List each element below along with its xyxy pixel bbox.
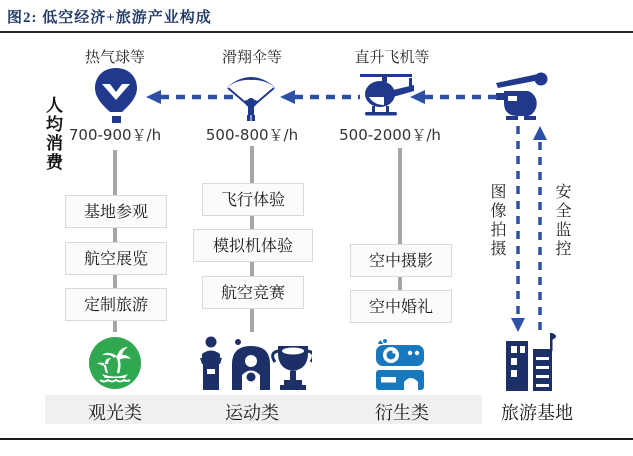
column-header-helicopter: 直升飞机等 bbox=[354, 48, 430, 66]
column-header-paraglider: 滑翔伞等 bbox=[221, 48, 282, 66]
price-paraglider: 500-800￥/h bbox=[205, 126, 299, 144]
helicopter-icon bbox=[356, 70, 418, 120]
axis-label: 人均消费 bbox=[42, 96, 62, 172]
item-box: 空中摄影 bbox=[350, 244, 452, 277]
hot-air-balloon-icon bbox=[92, 67, 140, 124]
column-header-balloon: 热气球等 bbox=[84, 48, 145, 66]
arrow-left-icon bbox=[280, 89, 360, 105]
arrow-left-icon bbox=[410, 89, 498, 105]
sports-podium-dome-trophy-icon bbox=[194, 334, 312, 392]
camera-derived-icon bbox=[372, 336, 428, 392]
item-box: 飞行体验 bbox=[202, 183, 304, 216]
label-image-capture: 图像拍摄 bbox=[488, 183, 507, 259]
item-box: 航空竞赛 bbox=[202, 276, 304, 309]
item-box: 模拟机体验 bbox=[193, 229, 313, 262]
buildings-base-icon bbox=[500, 329, 562, 393]
item-box: 基地参观 bbox=[65, 195, 167, 228]
category-sports: 运动类 bbox=[225, 403, 279, 424]
island-sightseeing-icon bbox=[89, 337, 141, 389]
figure-bottom-border bbox=[0, 438, 633, 440]
arrow-left-icon bbox=[146, 89, 238, 105]
up-down-dashed-arrows-icon bbox=[502, 124, 554, 336]
price-balloon: 700-900￥/h bbox=[68, 126, 162, 144]
helicopter-base-icon bbox=[494, 70, 550, 122]
category-derived: 衍生类 bbox=[375, 403, 429, 424]
item-box: 航空展览 bbox=[65, 242, 167, 275]
figure-title: 图2: 低空经济+旅游产业构成 bbox=[7, 10, 212, 26]
price-helicopter: 500-2000￥/h bbox=[339, 126, 441, 144]
category-tourism-base: 旅游基地 bbox=[501, 403, 573, 424]
category-sightseeing: 观光类 bbox=[88, 403, 142, 424]
label-safety-monitoring: 安全监控 bbox=[553, 183, 572, 259]
item-box: 定制旅游 bbox=[65, 288, 167, 321]
item-box: 空中婚礼 bbox=[350, 290, 452, 323]
title-divider bbox=[0, 31, 633, 33]
